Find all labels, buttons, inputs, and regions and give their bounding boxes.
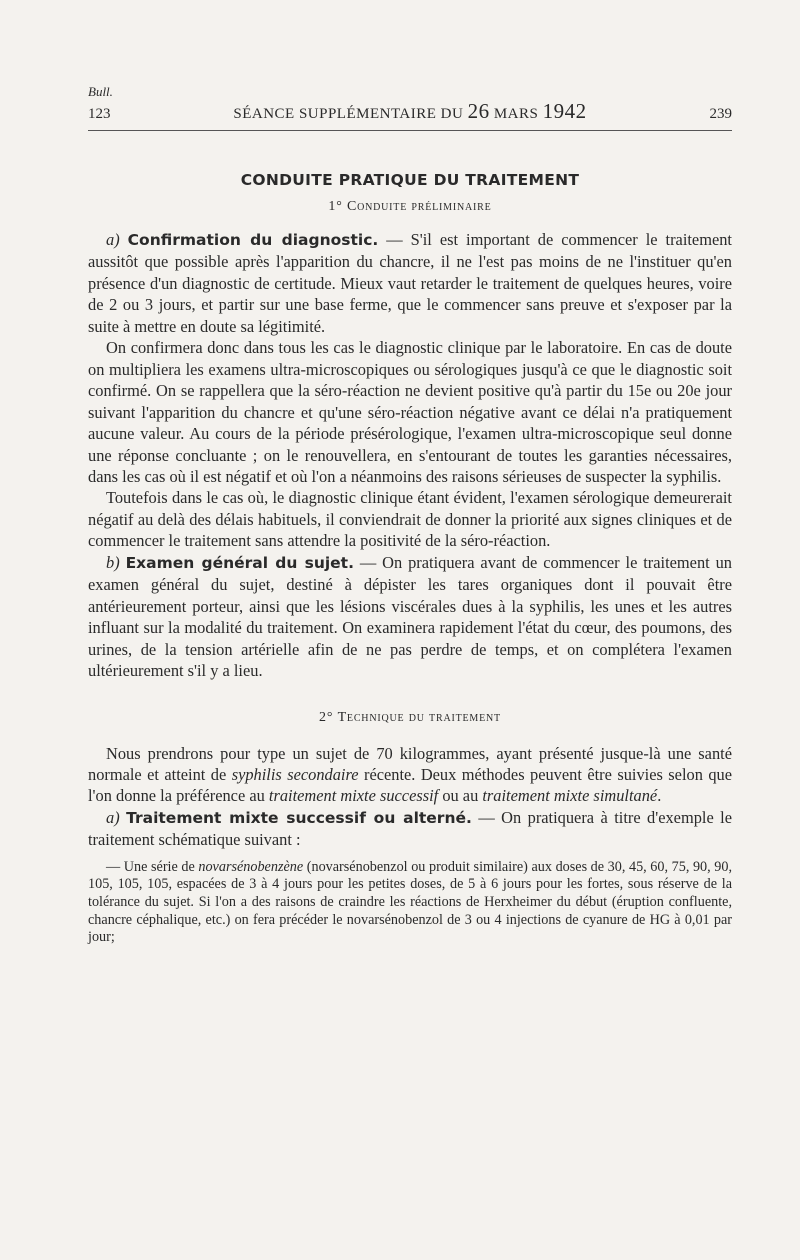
main-title: CONDUITE PRATIQUE DU TRAITEMENT [240, 171, 580, 189]
paragraph-novarsenobenzene-series: — Une série de novarsénobenzène (novarsénobenzol ou produit similaire) aux doses de 30, 45, 60, 75, 90, 90, 105, 105, 105, espacées de 3 à 4 jours pour les petites doses, de 5 à 6 jours pour les fortes, sous réserve de la tolérance du sujet. Si l'on a des raisons de craindre les réactions de Herxheimer du début (éruption confluente, chancre céphalique, etc.) on fera précéder le novarsénobenzol de 3 ou 4 injections de cyanure de HG à 0,01 par jour; [88, 858, 733, 946]
schema-block [88, 859, 732, 947]
document-page [88, 84, 732, 947]
paragraph-laboratory: On confirmera donc dans tous les cas le diagnostic clinique par le laboratoire. En cas de doute on multipliera les examens ultra-microscopiques ou sérologiques jusqu'à ce que le diagnostic soit confirmé. On se rappellera que la séro-réaction ne devient positive qu'à partir du 15e ou 20e jour suivant l'apparition du chancre et qu'une séro-réaction négative avant ce délai n'a pratiquement aucune valeur. Au cours de la période présérologique, l'examen ultra-microscopique seul donne une réponse concluante ; on le renouvellera, en s'entourant de toutes les garanties nécessaires, dans les cas où il est négatif et où l'on a néanmoins des raisons sérieuses de suspecter la syphilis. [88, 338, 732, 486]
paragraph-clinical-priority: Toutefois dans le cas où, le diagnostic clinique étant évident, l'examen sérologique demeurerait négatif au delà des délais habituels, il conviendrait de donner la priorité aux signes cliniques et de commencer le traitement sans attendre la positivité de la séro-réaction. [88, 488, 732, 551]
paragraph-confirmation: a) Confirmation du diagnostic. — S'il est important de commencer le traitement aussitôt que possible après l'apparition du chancre, il ne l'est pas moins de ne l'instituer qu'en présence d'un diagnostic de certitude. Mieux vaut retarder le traitement de quelques heures, voire de 2 ou 3 jours, et partir sur une base ferme, que le commencer sans preuve et s'exposer par la suite à mettre en doute sa légitimité. [88, 230, 732, 336]
paragraph-subject-type: Nous prendrons pour type un sujet de 70 kilogrammes, ayant présenté jusque-là une santé normale et atteint de syphilis secondaire récente. Deux méthodes peuvent être suivies selon que l'on donne la préférence au traitement mixte successif ou au traitement mixte simultané. [88, 743, 732, 806]
running-header [88, 101, 732, 124]
left-page-number: 123 [88, 106, 111, 122]
journal-abbrev: Bull. [88, 84, 113, 99]
paragraph-successive-treatment: a) Traitement mixte successif ou alterné. — On pratiquera à titre d'exemple le traitement schématique suivant : [88, 807, 732, 850]
header-rule [88, 130, 732, 131]
section-heading-2: 2° Technique du traitement [319, 709, 501, 725]
section-heading-1: 1° Conduite préliminaire [328, 199, 492, 214]
paragraph-general-exam: b) Examen général du sujet. — On pratiquera avant de commencer le traitement un examen général du sujet, destiné à dépister les tares organiques dont il pouvait être antérieurement porteur, ainsi que les lésions viscérales dues à la syphilis, les unes et les autres influant sur la modalité du traitement. On examinera rapidement l'état du cœur, des poumons, des urines, de la tension artérielle afin de ne pas perdre de temps, et on complétera l'examen ultérieurement s'il y a lieu. [88, 552, 732, 681]
header-title: SÉANCE SUPPLÉMENTAIRE DU 26 MARS 1942 [233, 99, 587, 123]
right-page-number: 239 [709, 106, 732, 122]
